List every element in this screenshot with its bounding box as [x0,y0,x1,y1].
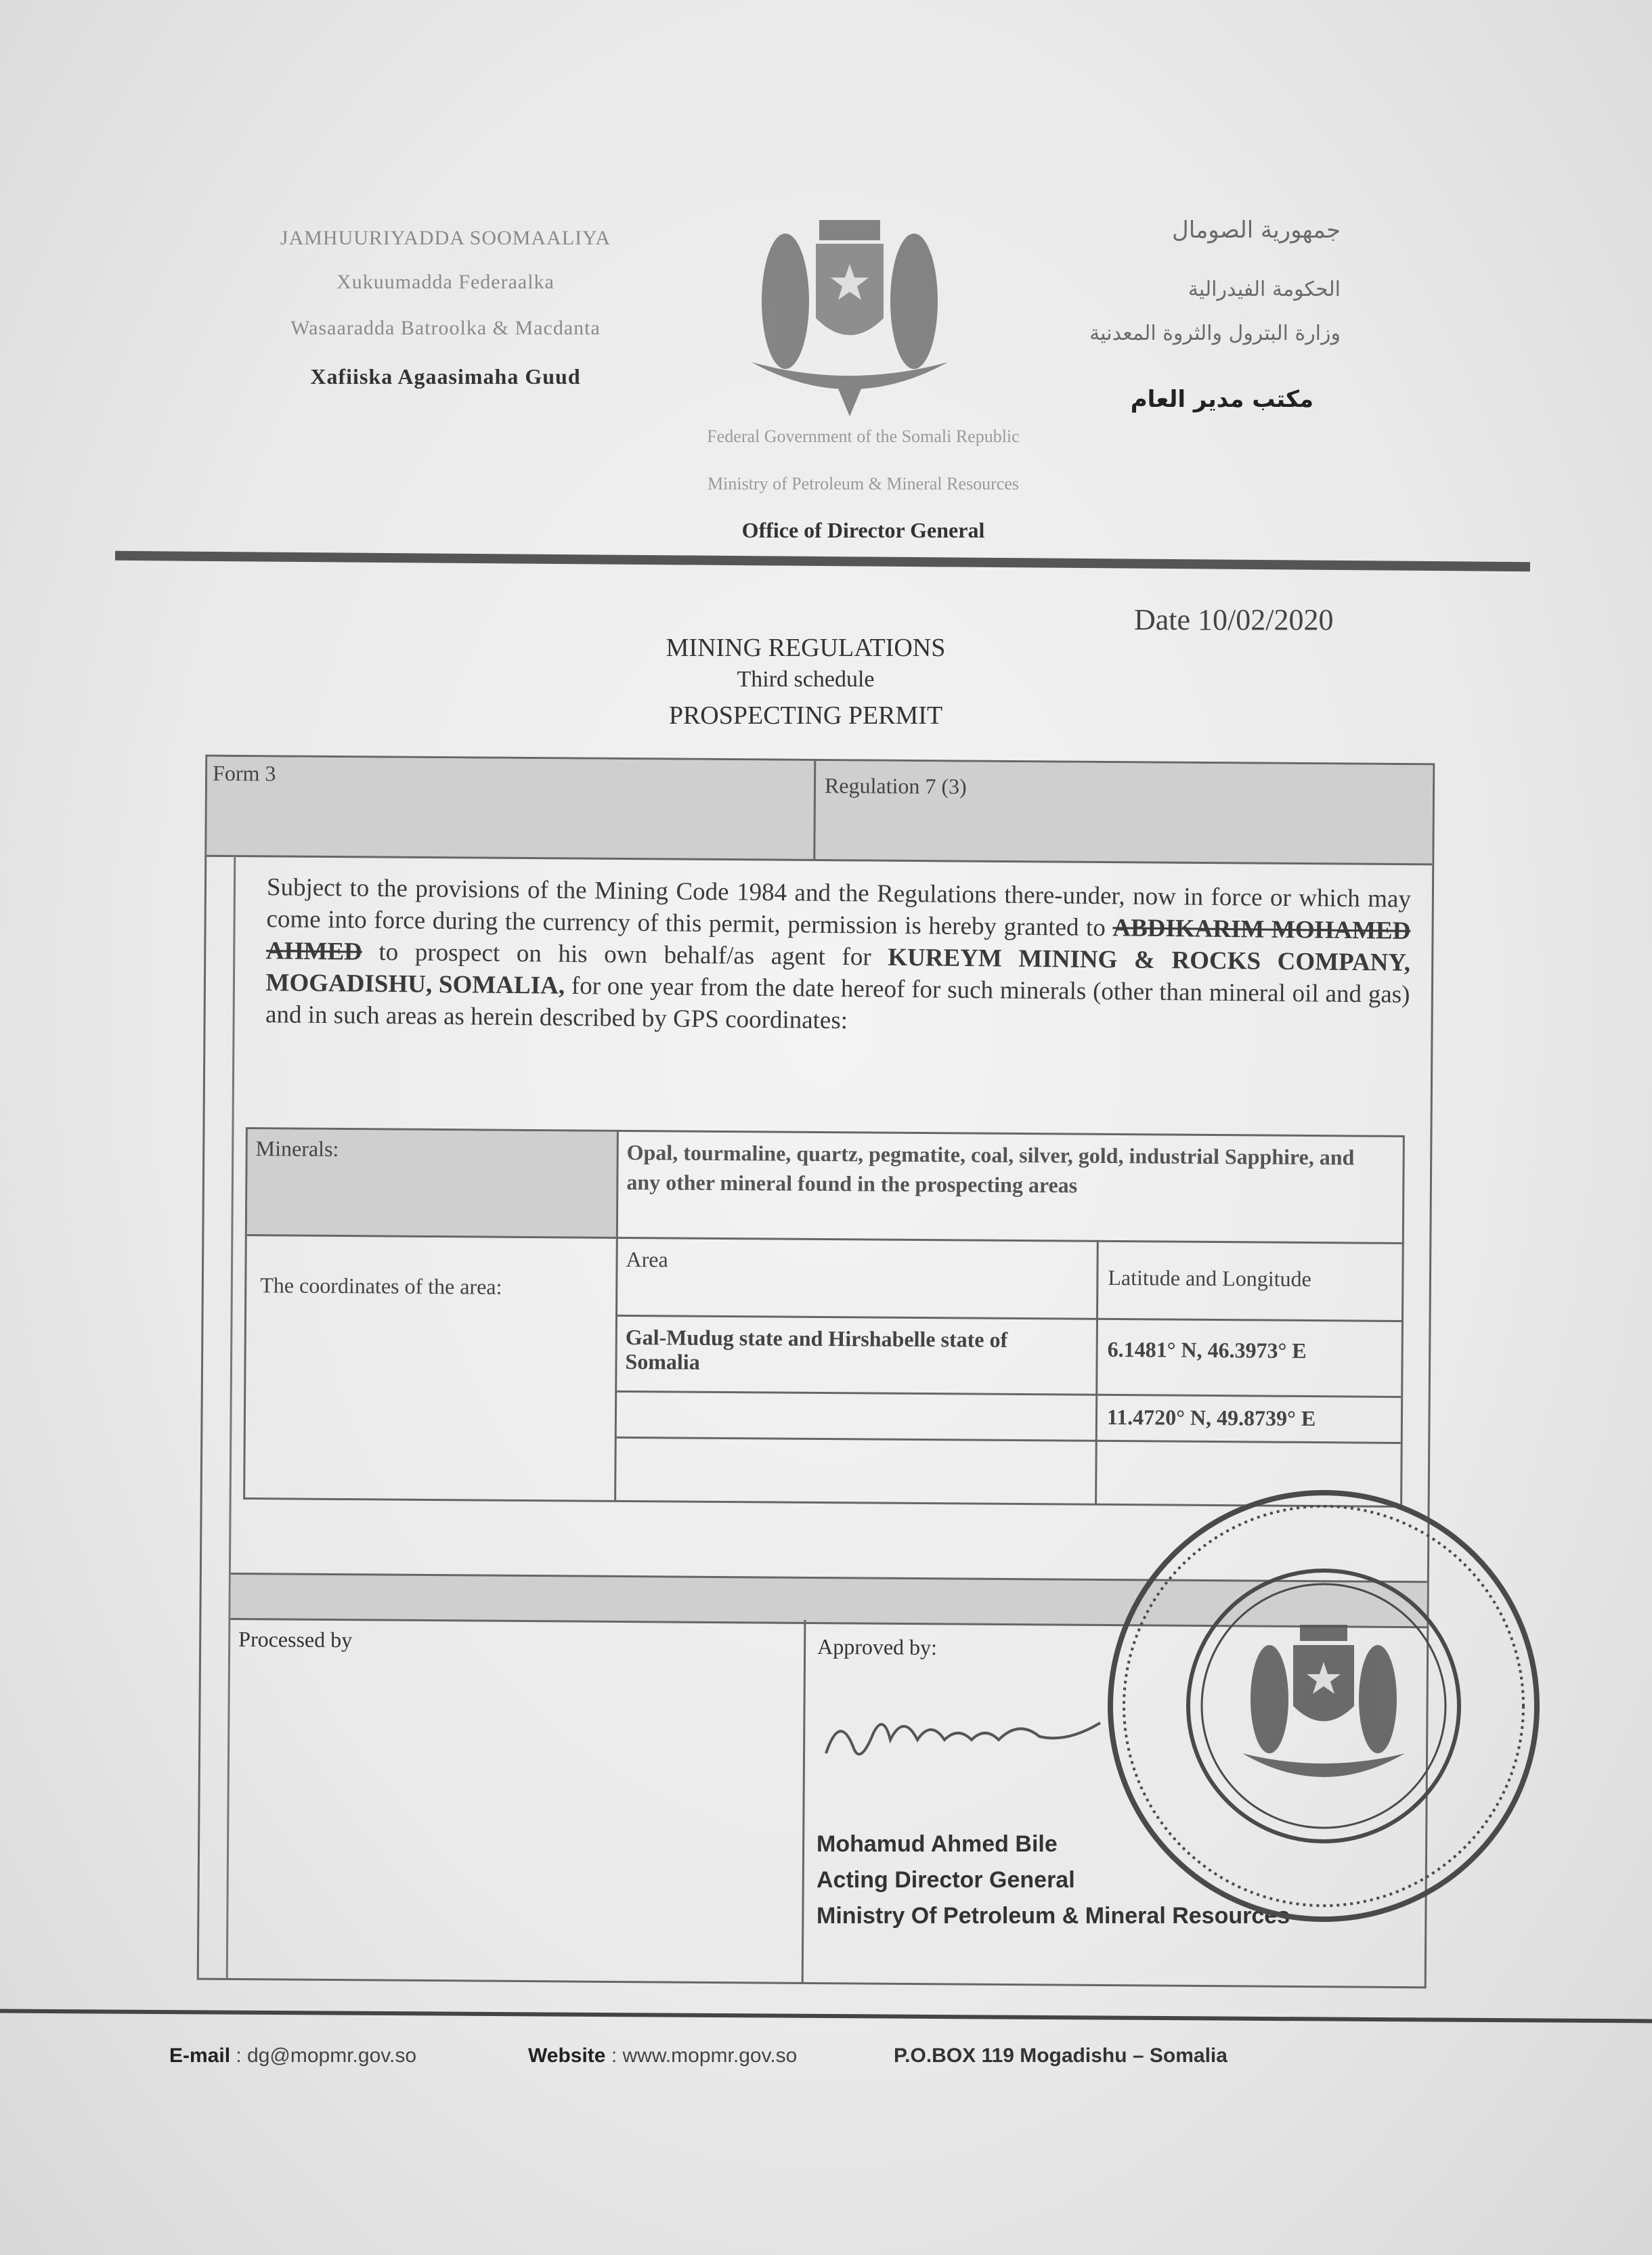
header-somali-country: JAMHUURIYADDA SOOMAALIYA [280,227,611,249]
footer-website: Website : www.mopmr.gov.so [528,2044,798,2067]
header-somali-ministry: Wasaaradda Batroolka & Macdanta [290,317,601,339]
paragraph-text: Subject to the provisions of the Mining Code 1984 and the Regulations there-under, now in force or which may come into force during the currency of this permit, permission is hereby granted to [266,873,1412,942]
permit-paragraph [265,871,1411,1043]
signature-icon [819,1706,1137,1780]
header-arabic-gov: الحكومة الفيدرالية [1188,278,1341,301]
header-english-ministry: Ministry of Petroleum & Mineral Resources [708,474,1019,494]
header-somali-office: Xafiiska Agaasimaha Guud [310,364,581,389]
approver-title: Acting Director General [817,1867,1075,1893]
form-number: Form 3 [213,760,276,786]
header-english-office: Office of Director General [741,518,985,542]
header-arabic-office: مكتب مدير العام [1130,386,1313,413]
header-somali-gov: Xukuumadda Federaalka [336,271,555,293]
footer-pobox: P.O.BOX 119 Mogadishu – Somalia [894,2044,1227,2067]
minerals-value: Opal, tourmaline, quartz, pegmatite, coal, silver, gold, industrial Sapphire, and any other mineral found in the prospecting areas [626,1139,1355,1198]
approved-by-label: Approved by: [817,1634,938,1660]
header-arabic-ministry: وزارة البترول والثروة المعدنية [1089,322,1341,345]
doc-title: MINING REGULATIONS [666,634,946,662]
header-rule [115,551,1530,571]
grantee-name: ABDIKARIM MOHAMED AHMED [265,914,1411,966]
doc-subtitle: Third schedule [737,667,875,692]
document-date: Date 10/02/2020 [1134,603,1334,636]
minerals-label: Minerals: [255,1136,339,1161]
paragraph-text: for one year from the date hereof for such minerals (other than mineral oil and gas) and in such areas as herein described by GPS coordinates: [265,971,1410,1035]
latlon-column-header: Latitude and Longitude [1108,1265,1311,1292]
footer-rule [0,2009,1652,2023]
coordinate-point-2: 11.4720° N, 49.8739° E [1106,1404,1316,1431]
footer-email: E-mail : dg@mopmr.gov.so [169,2044,417,2067]
somalia-emblem-icon [738,213,961,423]
ministry-stamp-icon [1100,1483,1547,1929]
approver-name: Mohamud Ahmed Bile [817,1831,1058,1857]
paragraph-text: to prospect on his own behalf/as agent for [362,938,888,971]
doc-permit-title: PROSPECTING PERMIT [668,701,943,730]
header-english-gov: Federal Government of the Somali Republic [707,426,1020,446]
area-column-header: Area [626,1246,668,1272]
form-header-row [206,757,1433,866]
email-value[interactable]: dg@mopmr.gov.so [247,2044,417,2067]
minerals-table [243,1127,1405,1508]
email-label: E-mail [169,2044,231,2067]
coordinate-point-1: 6.1481° N, 46.3973° E [1107,1336,1307,1363]
approver-ministry: Ministry Of Petroleum & Mineral Resources [817,1903,1290,1929]
processed-by-label: Processed by [238,1627,353,1652]
company-name: KUREYM MINING & ROCKS COMPANY, MOGADISHU, SOMALIA, [265,943,1411,1000]
website-value[interactable]: www.mopmr.gov.so [622,2044,798,2067]
regulation-ref: Regulation 7 (3) [824,773,967,799]
website-label: Website [528,2044,606,2067]
area-value: Gal-Mudug state and Hirshabelle state of Somalia [625,1324,1008,1374]
header-arabic-country: جمهورية الصومال [1172,217,1341,244]
coordinates-label: The coordinates of the area: [260,1273,502,1299]
